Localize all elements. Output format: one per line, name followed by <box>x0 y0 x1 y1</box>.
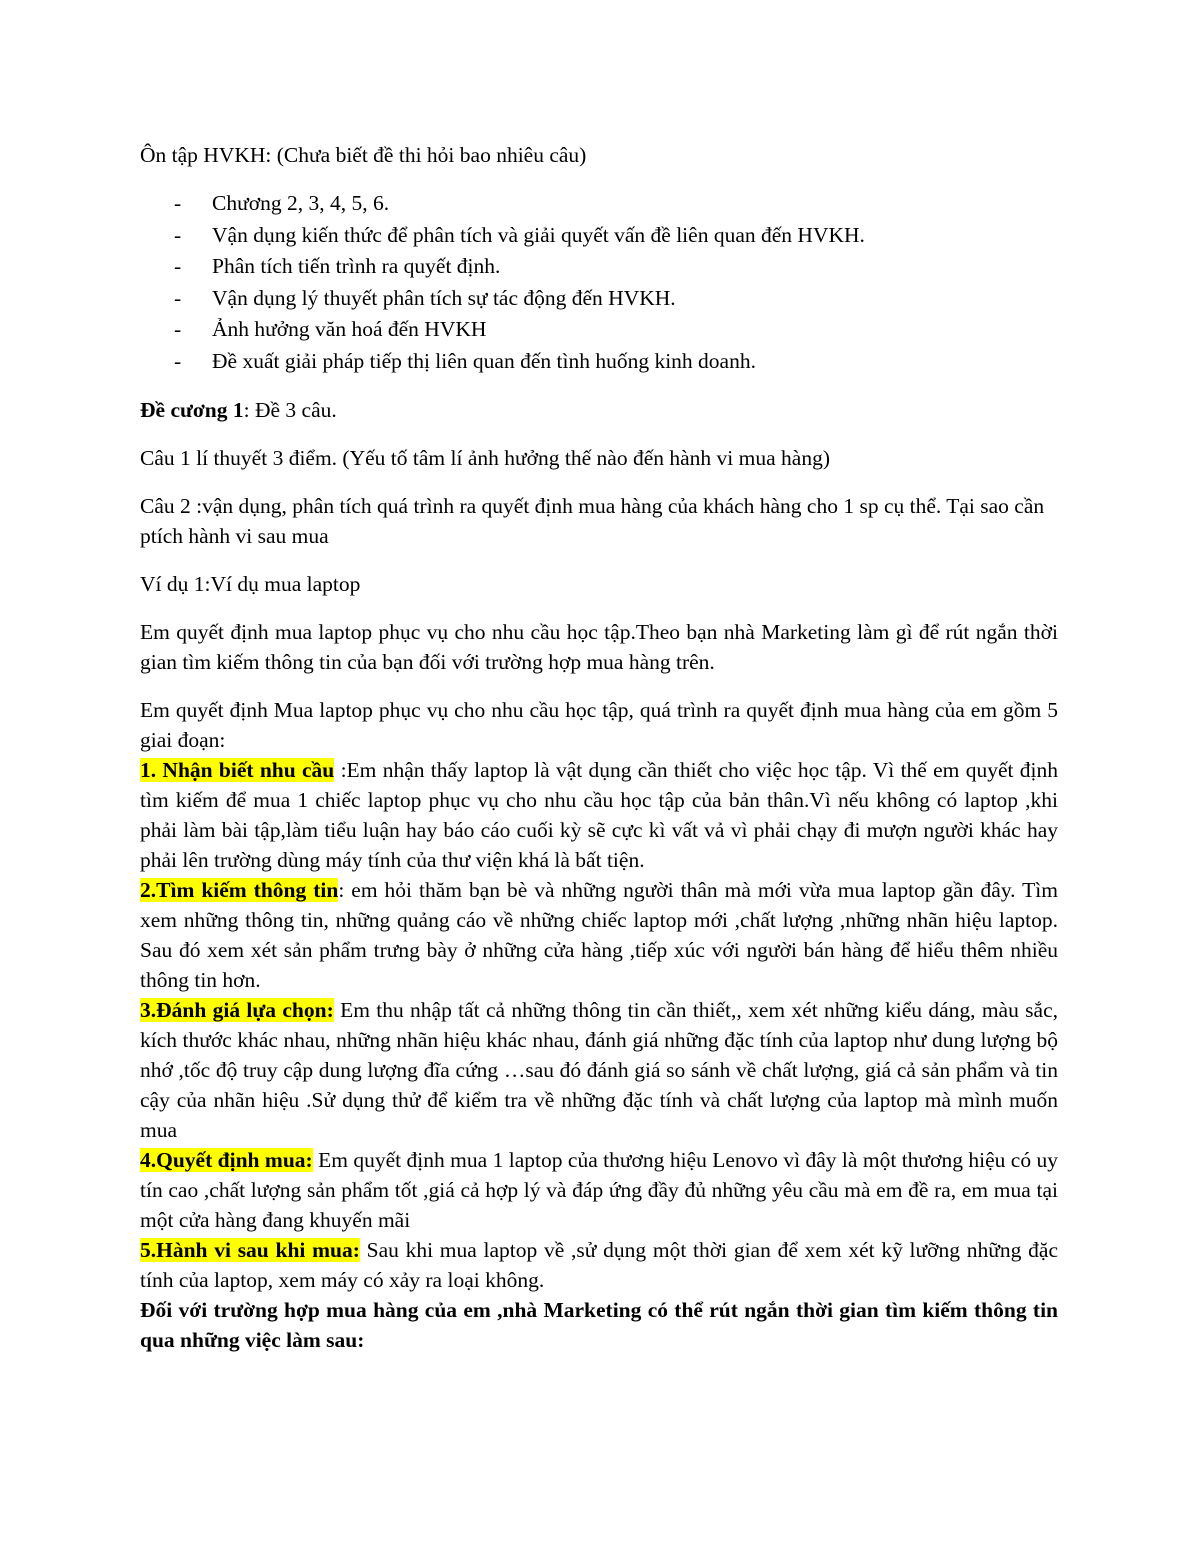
intro-line: Ôn tập HVKH: (Chưa biết đề thi hỏi bao nhiêu câu) <box>140 143 587 167</box>
list-item <box>140 220 1058 252</box>
list-item-text: Phân tích tiến trình ra quyết định. <box>212 254 501 278</box>
example-question: Em quyết định mua laptop phục vụ cho nhu cầu học tập.Theo bạn nhà Marketing làm gì để rút ngắn thời gian tìm kiếm thông tin của bạn đối với trường hợp mua hàng trên. <box>140 620 1058 674</box>
list-item-text: Ảnh hưởng văn hoá đến HVKH <box>212 317 487 341</box>
stage-title: 1. Nhận biết nhu cầu <box>140 758 335 782</box>
question-1: Câu 1 lí thuyết 3 điểm. (Yếu tố tâm lí ảnh hưởng thế nào đến hành vi mua hàng) <box>140 446 830 470</box>
list-item <box>140 283 1058 315</box>
stage-4 <box>140 1145 1058 1235</box>
stage-title: 3.Đánh giá lựa chọn: <box>140 998 334 1022</box>
stage-3 <box>140 995 1058 1145</box>
stage-text: : em hỏi thăm bạn bè và những người thân mà mới vừa mua laptop gần đây. Tìm xem những thông tin, những quảng cáo về những chiếc laptop mới ,chất lượng ,những nhãn hiệu laptop. Sau đó xem xét sản phẩm trưng bày ở những cửa hàng ,tiếp xúc với người bán hàng để hiểu thêm nhiều thông tin hơn. <box>140 878 1058 992</box>
stage-text: Sau khi mua laptop về ,sử dụng một thời gian để xem xét kỹ lưỡng những đặc tính của laptop, xem máy có xảy ra loại không. <box>140 1238 1058 1292</box>
bullet-dash: - <box>174 348 182 373</box>
bullet-dash: - <box>174 191 182 215</box>
stage-2 <box>140 875 1058 995</box>
bullet-dash: - <box>174 222 182 247</box>
list-item <box>140 346 1058 378</box>
list-item <box>140 314 1058 346</box>
answer-intro: Em quyết định Mua laptop phục vụ cho nhu cầu học tập, quá trình ra quyết định mua hàng của em gồm 5 giai đoạn: <box>140 698 1058 752</box>
document-body <box>140 140 1058 1355</box>
bullet-dash: - <box>174 254 182 278</box>
example-title: Ví dụ 1:Ví dụ mua laptop <box>140 572 361 596</box>
stage-text: Em thu nhập tất cả những thông tin cần thiết,, xem xét những kiểu dáng, màu sắc, kích thước khác nhau, những nhãn hiệu khác nhau, đánh giá những đặc tính của laptop như dung lượng bộ nhớ ,tốc độ truy cập dung lượng đĩa cứng …sau đó đánh giá so sánh về chất lượng, giá cả sản phẩm và tin cậy của nhãn hiệu .Sử dụng thử để kiểm tra về những đặc tính và chất lượng của laptop mà mình muốn mua <box>140 998 1058 1142</box>
stage-text: Em quyết định mua 1 laptop của thương hiệu Lenovo vì đây là một thương hiệu có uy tín cao ,chất lượng sản phẩm tốt ,giá cả hợp lý và đáp ứng đầy đủ những yêu cầu mà em đề ra, em mua tại một cửa hàng đang khuyến mãi <box>140 1148 1058 1232</box>
list-item-text: Vận dụng lý thuyết phân tích sự tác động đến HVKH. <box>212 285 676 310</box>
list-item <box>140 188 1058 220</box>
list-item-text: Vận dụng kiến thức để phân tích và giải quyết vấn đề liên quan đến HVKH. <box>212 222 865 247</box>
question-2: Câu 2 :vận dụng, phân tích quá trình ra quyết định mua hàng của khách hàng cho 1 sp cụ thể. Tại sao cần ptích hành vi sau mua <box>140 494 1045 548</box>
stage-1 <box>140 755 1058 875</box>
outline-line <box>140 395 1058 425</box>
list-item-text: Chương 2, 3, 4, 5, 6. <box>212 191 390 215</box>
stage-title: 2.Tìm kiếm thông tin <box>140 878 339 902</box>
bullet-dash: - <box>174 317 182 341</box>
list-item-text: Đề xuất giải pháp tiếp thị liên quan đến tình huống kinh doanh. <box>212 348 756 373</box>
closing-statement: Đối với trường hợp mua hàng của em ,nhà Marketing có thể rút ngắn thời gian tìm kiếm thông tin qua những việc làm sau: <box>140 1298 1058 1352</box>
stage-text: :Em nhận thấy laptop là vật dụng cần thiết cho việc học tập. Vì thế em quyết định tìm kiếm để mua 1 chiếc laptop phục vụ cho nhu cầu học tập của bản thân.Vì nếu không có laptop ,khi phải làm bài tập,làm tiểu luận hay báo cáo cuối kỳ sẽ cực kì vất vả vì phải chạy đi mượn người khác hay phải lên trường dùng máy tính của thư viện khá là bất tiện. <box>140 758 1058 872</box>
stage-5 <box>140 1235 1058 1295</box>
outline-text: : Đề 3 câu. <box>243 398 337 422</box>
list-item <box>140 251 1058 283</box>
bullet-dash: - <box>174 285 182 310</box>
stage-title: 4.Quyết định mua: <box>140 1148 313 1172</box>
outline-label: Đề cương 1 <box>140 398 244 422</box>
topic-list <box>140 188 1058 377</box>
stage-title: 5.Hành vi sau khi mua: <box>140 1238 360 1262</box>
